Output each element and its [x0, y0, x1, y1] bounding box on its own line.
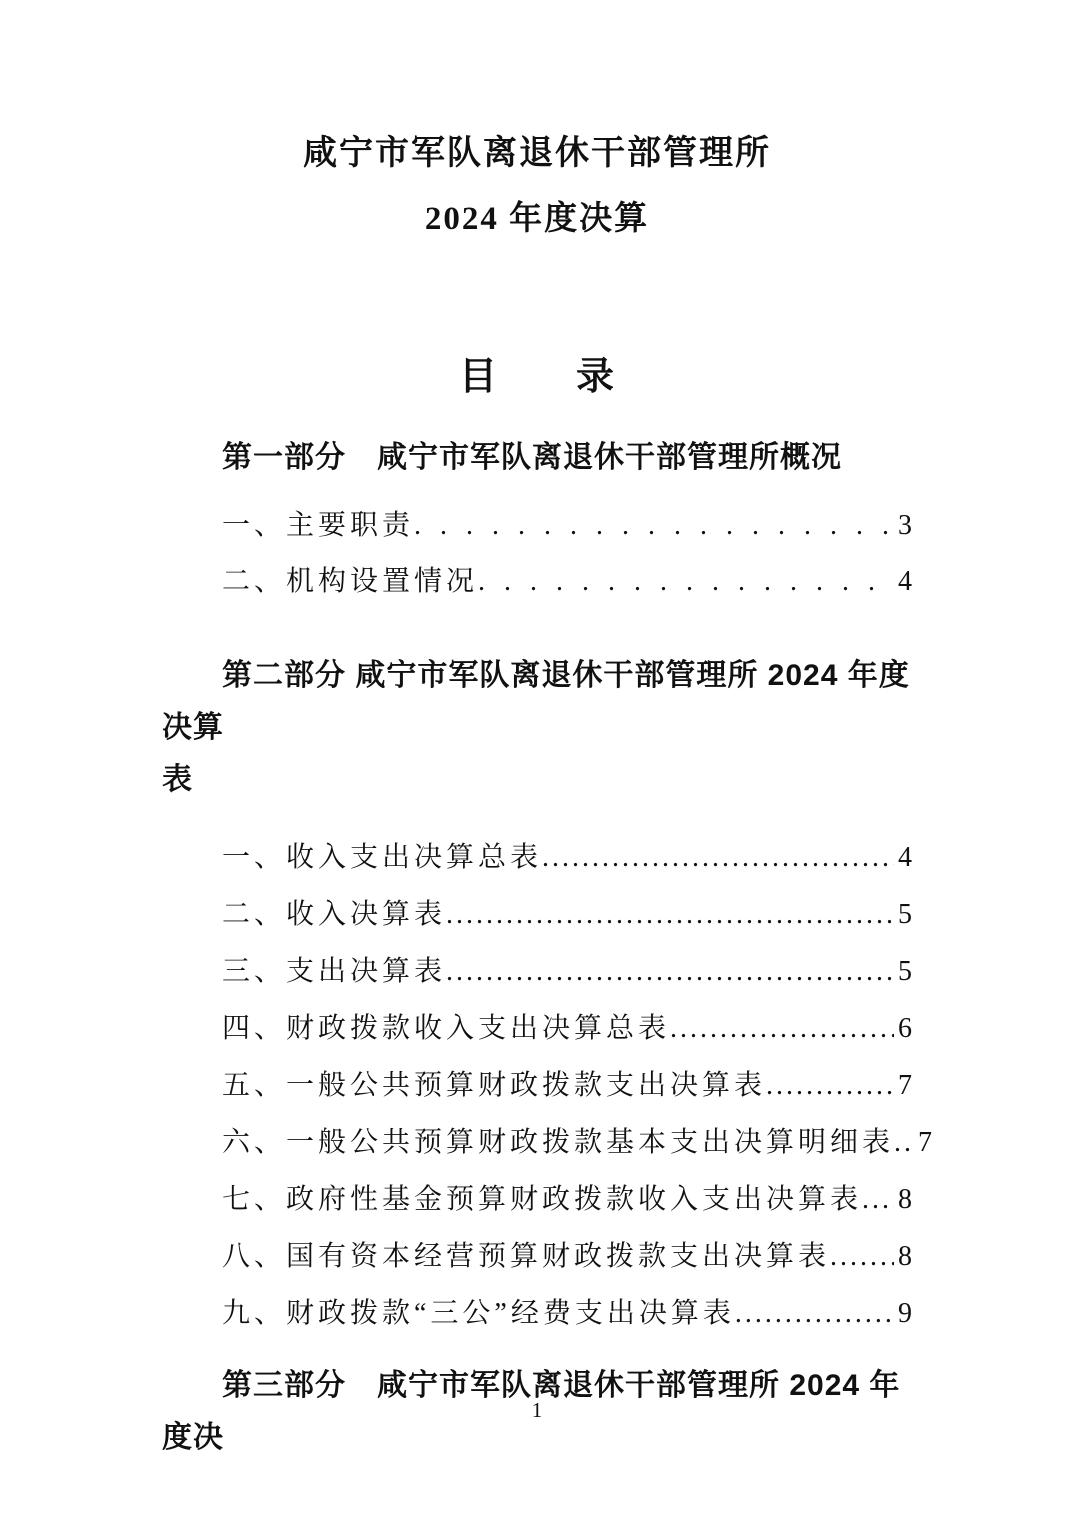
toc-entry-label: 四、财政拨款收入支出决算总表 [222, 1013, 671, 1045]
toc-part1-list [162, 508, 912, 600]
toc-part2-list [162, 840, 933, 1332]
toc-entry-page-number: 6 [898, 1013, 912, 1045]
toc-part1-heading [162, 432, 912, 484]
toc-part2-heading-line1: 第二部分 咸宁市军队离退休干部管理所 2024 年度决算 [162, 659, 910, 745]
toc-leader-dots [894, 1125, 914, 1161]
toc-entry-row [222, 954, 912, 990]
toc-entry-label: 一、主要职责 [222, 510, 415, 542]
toc-entry-label: 七、政府性基金预算财政拨款收入支出决算表 [222, 1184, 863, 1216]
toc-entry-row [222, 508, 912, 544]
toc-entry-row [222, 1125, 933, 1161]
toc-entry-page-number: 9 [898, 1298, 912, 1330]
toc-part2-heading [162, 650, 912, 806]
toc-leader-dots [542, 840, 894, 876]
toc-entry-row [222, 1296, 912, 1332]
toc-entry-row [222, 1182, 912, 1218]
toc-part2-heading-line2: 表 [162, 763, 193, 797]
toc-entry-row [222, 564, 912, 600]
toc-entry-row [222, 897, 912, 933]
toc-leader-dots [446, 897, 894, 933]
toc-part1-heading-text: 第一部分 咸宁市军队离退休干部管理所概况 [222, 441, 842, 475]
toc-entry-label: 八、国有资本经营预算财政拨款支出决算表 [222, 1241, 831, 1273]
toc-part3-heading-text: 第三部分 咸宁市军队离退休干部管理所 2024 年度决 [162, 1369, 901, 1455]
toc-entry-page-number: 8 [898, 1241, 912, 1273]
toc-leader-dots [478, 564, 894, 600]
toc-leader-dots [446, 954, 894, 990]
toc-entry-page-number: 3 [898, 510, 912, 542]
toc-entry-page-number: 7 [898, 1070, 912, 1102]
toc-entry-label: 三、支出决算表 [222, 956, 447, 988]
toc-entry-row [222, 1011, 912, 1047]
toc-leader-dots [735, 1296, 894, 1332]
toc-leader-dots [766, 1068, 894, 1104]
toc-entry-page-number: 5 [898, 899, 912, 931]
footer-page-number: 1 [531, 1398, 543, 1422]
toc-entry-label: 二、收入决算表 [222, 899, 447, 931]
toc-entry-row [222, 840, 912, 876]
toc-entry-label: 六、一般公共预算财政拨款基本支出决算明细表 [222, 1127, 895, 1159]
toc-entry-row [222, 1239, 912, 1275]
toc-entry-label: 九、财政拨款“三公”经费支出决算表 [222, 1298, 735, 1330]
toc-entry-row [222, 1068, 912, 1104]
toc-entry-label: 二、机构设置情况 [222, 566, 479, 598]
toc-entry-page-number: 4 [898, 842, 912, 874]
toc-entry-page-number: 4 [898, 566, 912, 598]
toc-leader-dots [670, 1011, 894, 1047]
document-title-line2: 2024 年度决算 [424, 201, 650, 238]
toc-leader-dots [830, 1239, 894, 1275]
toc-entry-page-number: 8 [898, 1184, 912, 1216]
toc-leader-dots [414, 508, 894, 544]
toc-entry-page-number: 7 [918, 1127, 933, 1159]
toc-entry-label: 五、一般公共预算财政拨款支出决算表 [222, 1070, 767, 1102]
document-title-line1: 咸宁市军队离退休干部管理所 [303, 135, 771, 172]
toc-entry-label: 一、收入支出决算总表 [222, 842, 543, 874]
toc-title: 目 录 [458, 356, 615, 399]
toc-entry-page-number: 5 [898, 956, 912, 988]
toc-leader-dots [862, 1182, 894, 1218]
